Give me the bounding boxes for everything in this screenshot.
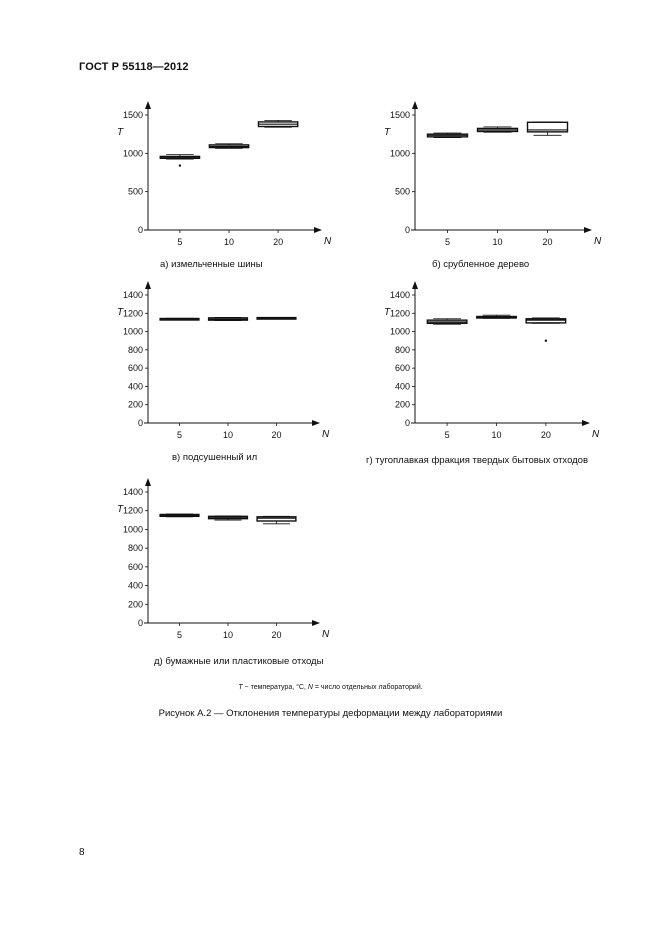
y-tick-label: 800 [127,344,143,355]
chart-c-caption: в) подсушенный ил [172,452,258,463]
y-axis-arrow [145,281,151,289]
figure-title: Рисунок А.2 — Отклонения температуры деформации между лабораториями [158,708,503,719]
chart-svg [370,95,602,255]
page-number: 8 [79,847,85,858]
y-tick-label: 1000 [389,326,410,337]
y-tick-label: 1400 [122,487,143,497]
y-tick-label: 600 [127,561,143,572]
x-axis-arrow [314,227,322,233]
x-tick-label: 5 [177,430,183,440]
y-tick-label: 400 [394,381,410,392]
y-axis-label: T [384,307,391,318]
x-axis-arrow [582,420,590,426]
y-tick-label: 500 [127,186,143,197]
y-axis-label: T [117,307,124,318]
chart-svg [100,485,330,645]
chart-c [100,285,330,445]
chart-e-caption: д) бумажные или пластиковые отходы [154,656,324,667]
x-tick-label: 5 [444,430,450,440]
chart-a-caption: а) измельченные шины [160,259,263,270]
y-tick-label: 0 [137,418,143,428]
document-header-title: ГОСТ Р 55118—2012 [79,61,189,73]
y-tick-label: 1200 [122,308,143,319]
x-axis-label: N [594,236,602,247]
x-tick-label: 10 [223,237,235,247]
x-tick-label: 10 [222,630,234,640]
y-tick-label: 200 [127,599,143,610]
x-tick-label: 10 [491,430,502,440]
y-tick-label: 1000 [122,524,143,535]
legend-note [0,684,661,691]
y-tick-label: 0 [404,418,410,428]
box-body [257,517,296,521]
x-tick-label: 10 [492,237,503,247]
y-axis-arrow [412,101,418,109]
x-axis-label: N [322,429,330,440]
chart-a [100,95,332,255]
y-tick-label: 500 [394,186,410,197]
y-tick-label: 400 [127,580,143,591]
y-tick-label: 1500 [122,110,143,120]
legend-t-symbol: T [238,684,243,691]
chart-b-caption: б) срубленное дерево [432,259,530,270]
y-axis-label: T [117,504,124,515]
y-tick-label: 1000 [122,326,143,337]
chart-d [370,285,600,445]
x-tick-label: 5 [444,237,451,247]
y-tick-label: 800 [127,543,143,554]
y-tick-label: 200 [394,399,410,410]
x-tick-label: 5 [177,237,183,247]
y-axis-arrow [412,281,418,289]
y-tick-label: 600 [127,363,143,374]
y-tick-label: 800 [394,344,410,355]
y-axis-arrow [145,478,151,486]
x-axis-label: N [324,236,332,247]
x-tick-label: 20 [540,430,551,440]
y-tick-label: 400 [127,381,143,392]
x-axis-label: N [322,629,330,640]
y-tick-label: 1000 [122,148,143,159]
legend-n-symbol: N [307,684,313,691]
y-axis-label: T [384,127,391,138]
x-tick-label: 10 [222,430,234,440]
legend-t-text: − температура, °С, [242,684,308,691]
box-outlier [179,164,181,166]
x-axis-arrow [312,420,320,426]
box-outlier [545,340,547,342]
y-tick-label: 1200 [122,505,143,516]
y-tick-label: 1500 [389,110,410,120]
y-tick-label: 0 [137,225,143,235]
box-body [526,319,566,323]
chart-e [100,485,330,645]
chart-d-caption: г) тугоплавкая фракция твердых бытовых отходов [366,455,589,466]
x-tick-label: 5 [177,630,183,640]
y-axis-arrow [145,101,151,109]
x-tick-label: 20 [271,630,282,640]
chart-b [370,95,602,255]
y-tick-label: 1200 [389,308,410,319]
y-axis-label: T [117,127,124,138]
y-tick-label: 200 [127,399,143,410]
x-tick-label: 20 [273,237,284,247]
y-tick-label: 1400 [389,290,410,300]
chart-svg [100,95,332,255]
y-tick-label: 1400 [122,290,143,300]
x-tick-label: 20 [271,430,282,440]
y-tick-label: 0 [137,618,143,628]
chart-svg [100,285,330,445]
x-axis-label: N [592,429,600,440]
y-tick-label: 600 [394,363,410,374]
x-tick-label: 20 [542,237,553,247]
x-axis-arrow [584,227,592,233]
y-tick-label: 0 [404,225,410,235]
chart-svg [370,285,600,445]
legend-n-text: = число отдельных лабораторий. [312,684,423,691]
y-tick-label: 1000 [389,148,410,159]
x-axis-arrow [312,620,320,626]
